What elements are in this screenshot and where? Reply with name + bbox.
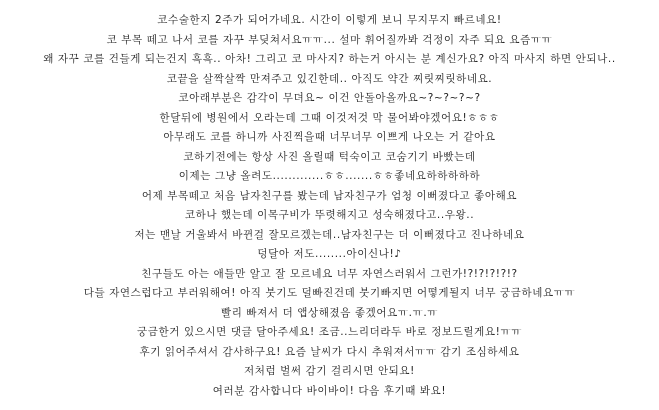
post-line: 코끝을 살짝살짝 만져주고 있긴한데.. 아직도 약간 찌릿찌릿하네요. [166, 72, 493, 85]
post-line: 후기 읽어주셔서 감사하구요! 요즘 날씨가 다시 추워져서ㅠㅠ 감기 조심하세요 [139, 345, 520, 358]
post-line: 이제는 그냥 올려도.............ㅎㅎ.......ㅎㅎ좋네요하하하하하 [178, 170, 481, 182]
post-line: 코아래부분은 감각이 무뎌요~ 이건 안돌아올까요~?~?~?~? [178, 92, 481, 104]
post-line: 다들 자연스럽다고 부러워해여! 아직 붓기도 덜빠진건데 붓기빠지면 어떻게될지 너무 궁금하네요ㅠㅠ [83, 287, 576, 299]
post-line: 코수술한지 2주가 되어가네요. 시간이 이렇게 보니 무지무지 빠르네요! [157, 14, 502, 26]
post-line: 한달뒤에 병원에서 오라는데 그때 이것저것 막 물어봐야겠어요!ㅎㅎㅎ [159, 111, 500, 124]
post-line: 코하기전에는 항상 사진 올릴때 턱숙이고 코숨기기 바빴는데 [183, 150, 476, 163]
post-line: 궁금한거 있으시면 댓글 달아주세요! 조금..느리더라두 바로 정보드릴게요!ㅠㅠ [137, 326, 522, 338]
post-line: 어제 부목떼고 처음 남자친구를 봤는데 남자친구가 엄청 이뻐졌다고 좋아해요 [141, 189, 518, 202]
post-line: 빨리 빠져서 더 앱상해졌음 좋겠어요ㅠ.ㅠ.ㅠ [221, 306, 438, 319]
post-line: 코 부목 떼고 나서 코를 자꾸 부딪쳐서요ㅠㅠ... 설마 휘어질까봐 걱정이 자주 되요 요즘ㅠㅠ [106, 33, 553, 46]
post-line: 친구들도 아는 애들만 알고 잘 모르네요 너무 자연스러워서 그런가!?!?!?!?!? [141, 267, 518, 280]
review-post-body [0, 11, 659, 401]
post-line: 코하나 했는데 이목구비가 뚜렷해지고 성숙해졌다고..우왕.. [184, 209, 475, 221]
post-line: 저는 맨날 거울봐서 바뀐걸 잘모르겠는데..남자친구는 더 이뻐졌다고 진나하네요 [134, 228, 525, 241]
post-line: 저처럼 벌써 감기 걸리시면 안되요! [244, 365, 415, 377]
post-line: 덩달아 저도........아이신나!♪ [257, 248, 402, 260]
post-line: 여러분 감사합니다 바이바이! 다음 후기때 봐요! [212, 384, 447, 397]
post-line: 왜 자꾸 코를 건들게 되는건지 흑흑.. 아차! 그리고 코 마사지? 하는거 아시는 분 계신가요? 아직 마사지 하면 안되나.. [43, 53, 616, 65]
post-line: 아무래도 코를 하니까 사진찍을때 너무너무 이쁘게 나오는 거 같아요 [163, 131, 496, 143]
